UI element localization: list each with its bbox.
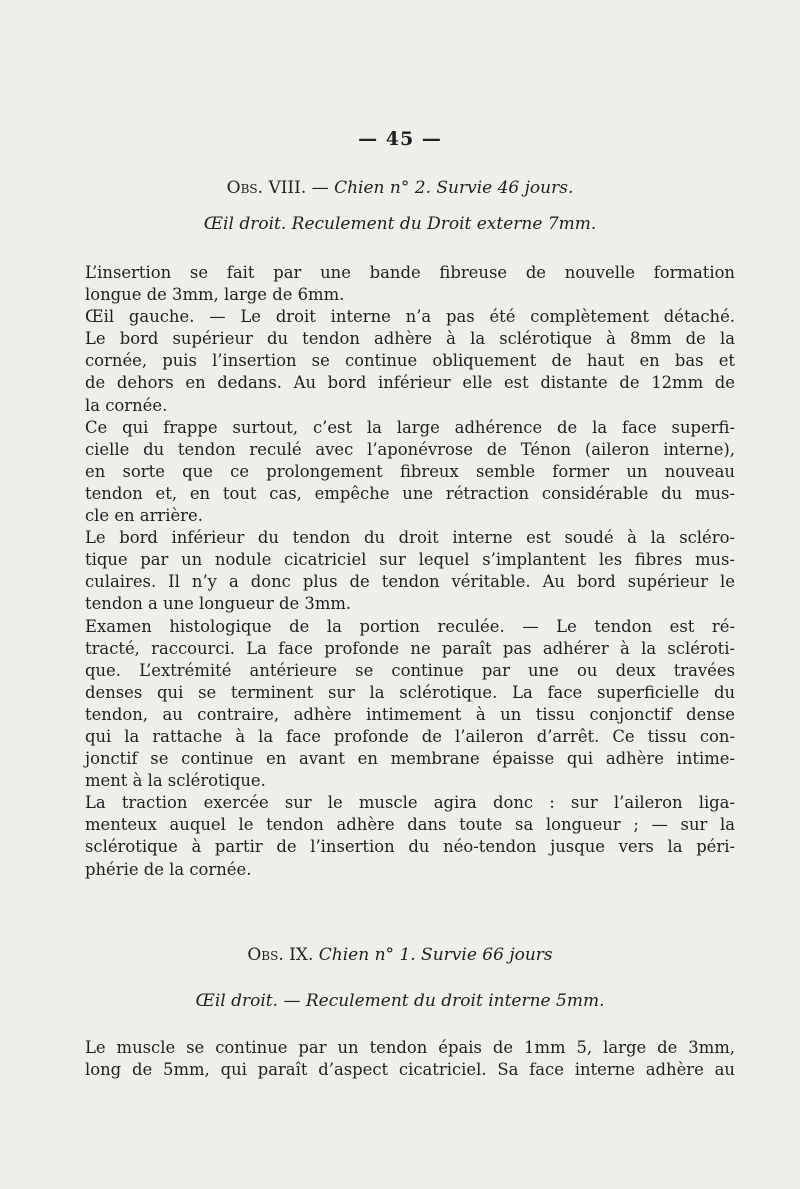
text-line: long de 5mm, qui paraît d’aspect cicatriciel. Sa face interne adhère au bbox=[85, 1060, 735, 1080]
obs8-title: — Chien n° 2. Survie 46 jours. bbox=[306, 178, 574, 198]
text-line: tendon, au contraire, adhère intimement à un tissu conjonctif dense bbox=[85, 704, 735, 724]
text-line: Ce qui frappe surtout, c’est la large adhérence de la face superfi- bbox=[85, 417, 735, 437]
text-line: L’insertion se fait par une bande fibreuse de nouvelle formation bbox=[85, 263, 735, 282]
text-line: qui la rattache à la face profonde de l’aileron d’arrêt. Ce tissu con- bbox=[85, 726, 735, 746]
page-number: — 45 — bbox=[358, 128, 442, 150]
text-line: Le bord supérieur du tendon adhère à la sclérotique à 8mm de la bbox=[85, 329, 735, 349]
text-line: sclérotique à partir de l’insertion du néo-tendon jusque vers la péri- bbox=[85, 837, 735, 857]
obs8-heading bbox=[0, 178, 800, 198]
text-line: tendon a une longueur de 3mm. bbox=[85, 594, 352, 614]
text-line: cornée, puis l’insertion se continue obliquement de haut en bas et bbox=[85, 351, 735, 371]
text-line: que. L’extrémité antérieure se continue par une ou deux travées bbox=[85, 660, 735, 680]
text-line: Le muscle se continue par un tendon épais de 1mm 5, large de 3mm, bbox=[85, 1038, 735, 1057]
text-line: menteux auquel le tendon adhère dans toute sa longueur ; — sur la bbox=[85, 815, 735, 835]
text-line: en sorte que ce prolongement fibreux semble former un nouveau bbox=[85, 461, 735, 481]
text-line: jonctif se continue en avant en membrane épaisse qui adhère intime- bbox=[85, 749, 735, 769]
obs8-label: Obs. VIII. bbox=[226, 178, 307, 198]
text-line: Examen histologique de la portion reculée. — Le tendon est ré- bbox=[85, 616, 735, 636]
text-line: culaires. Il n’y a donc plus de tendon véritable. Au bord supérieur le bbox=[85, 572, 735, 592]
text-line: phérie de la cornée. bbox=[85, 859, 252, 879]
text-line: longue de 3mm, large de 6mm. bbox=[85, 285, 345, 305]
obs8-body bbox=[85, 262, 735, 881]
obs9-body bbox=[85, 1037, 735, 1081]
text-line: tendon et, en tout cas, empêche une rétraction considérable du mus- bbox=[85, 483, 735, 503]
text-line: tique par un nodule cicatriciel sur lequel s’implantent les fibres mus- bbox=[85, 550, 735, 570]
obs8-subtitle bbox=[0, 214, 800, 234]
obs8-subtitle-text: Œil droit. Reculement du Droit externe 7mm. bbox=[203, 214, 597, 234]
text-line: cle en arrière. bbox=[85, 506, 203, 526]
obs9-label: Obs. IX. bbox=[247, 945, 314, 965]
text-line: la cornée. bbox=[85, 395, 168, 415]
text-line: tracté, raccourci. La face profonde ne paraît pas adhérer à la scléroti- bbox=[85, 638, 735, 658]
obs9-subtitle bbox=[0, 991, 800, 1011]
text-line: Œil gauche. — Le droit interne n’a pas été complètement détaché. bbox=[85, 307, 735, 327]
text-line: ment à la sclérotique. bbox=[85, 771, 266, 791]
obs9-heading bbox=[0, 945, 800, 965]
text-line: de dehors en dedans. Au bord inférieur elle est distante de 12mm de bbox=[85, 373, 735, 393]
text-line: denses qui se terminent sur la sclérotique. La face superficielle du bbox=[85, 682, 735, 702]
text-line: La traction exercée sur le muscle agira donc : sur l’aileron liga- bbox=[85, 793, 735, 813]
text-line: cielle du tendon reculé avec l’aponévrose de Ténon (aileron interne), bbox=[85, 439, 735, 459]
obs9-title: Chien n° 1. Survie 66 jours bbox=[313, 945, 553, 965]
obs9-subtitle-text: Œil droit. — Reculement du droit interne 5mm. bbox=[195, 991, 605, 1011]
text-line: Le bord inférieur du tendon du droit interne est soudé à la scléro- bbox=[85, 528, 735, 548]
